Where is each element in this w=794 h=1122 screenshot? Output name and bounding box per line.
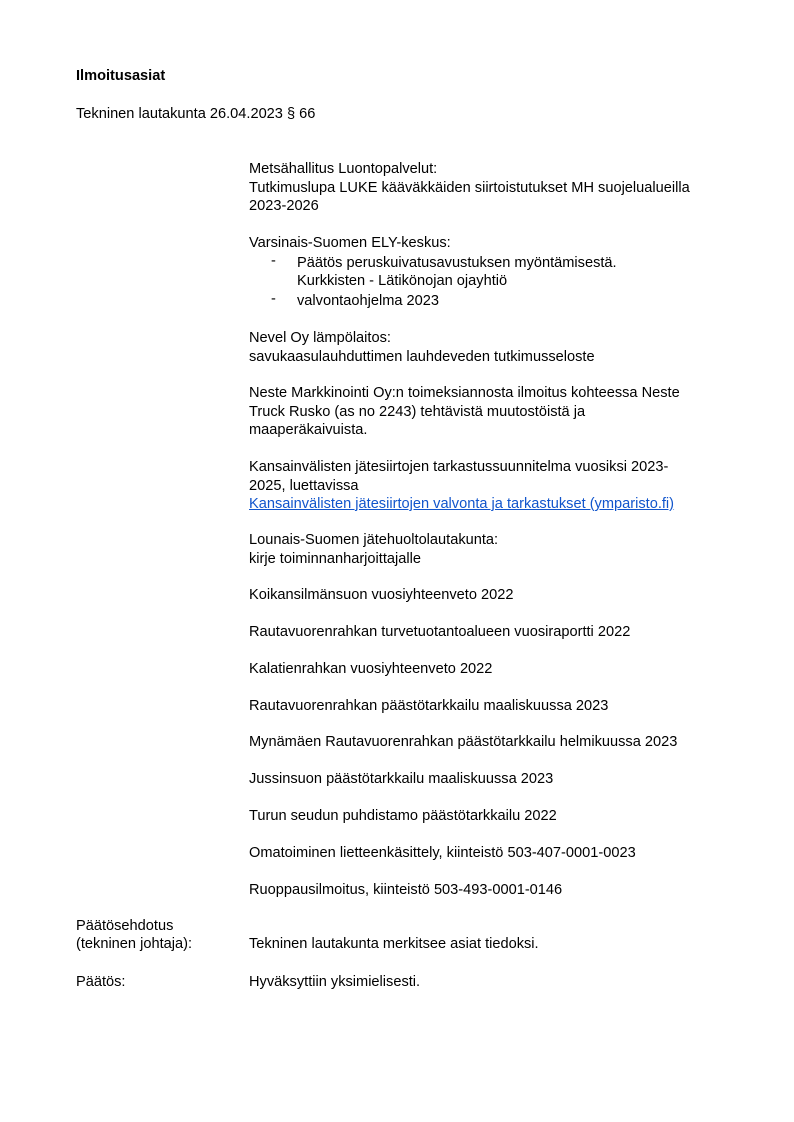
list-item: Omatoiminen lietteenkäsittely, kiinteistö 503-407-0001-0023	[249, 845, 636, 861]
item-metsahallitus	[249, 160, 739, 216]
list-item: Koikansilmänsuon vuosiyhteenveto 2022	[249, 587, 514, 603]
item-line: 2023-2026	[249, 198, 319, 214]
item-line: Truck Rusko (as no 2243) tehtävistä muutostöistä ja	[249, 403, 586, 420]
list-item: Turun seudun puhdistamo päästötarkkailu 2022	[249, 808, 557, 824]
decision-label: Päätös:	[76, 974, 126, 990]
proposal-label: Päätösehdotus	[76, 918, 174, 934]
list-item: Ruoppausilmoitus, kiinteistö 503-493-0001-0146	[249, 882, 563, 898]
bullet-dash: -	[271, 291, 276, 307]
jatesiirrot-link[interactable]: Kansainvälisten jätesiirtojen valvonta ja tarkastukset (ymparisto.fi)	[249, 496, 675, 512]
item-line: Kansainvälisten jätesiirtojen tarkastussuunnitelma vuosiksi 2023-	[249, 459, 669, 475]
list-item: Jussinsuon päästötarkkailu maaliskuussa 2023	[249, 771, 554, 787]
item-ely-heading: Varsinais-Suomen ELY-keskus:	[249, 235, 451, 251]
list-item: Mynämäen Rautavuorenrahkan päästötarkkailu helmikuussa 2023	[249, 734, 678, 750]
list-item: Kalatienrahkan vuosiyhteenveto 2022	[249, 661, 493, 677]
item-line: Metsähallitus Luontopalvelut:	[249, 161, 438, 177]
item-nevel	[249, 329, 739, 366]
item-line: Tutkimuslupa LUKE kääväkkäiden siirtoistutukset MH suojelualueilla	[249, 179, 690, 196]
item-neste	[249, 384, 739, 440]
proposal-label-sub: (tekninen johtaja):	[76, 936, 193, 952]
ely-bullet-1-line-2: Kurkkisten - Lätikönojan ojayhtiö	[297, 273, 508, 289]
item-line: maaperäkaivuista.	[249, 422, 368, 438]
item-line: savukaasulauhduttimen lauhdeveden tutkimusseloste	[249, 348, 595, 365]
decision-text: Hyväksyttiin yksimielisesti.	[249, 974, 421, 990]
item-line: kirje toiminnanharjoittajalle	[249, 550, 421, 567]
list-item: Rautavuorenrahkan turvetuotantoalueen vuosiraportti 2022	[249, 624, 631, 640]
item-line: Lounais-Suomen jätehuoltolautakunta:	[249, 532, 499, 548]
item-line: Neste Markkinointi Oy:n toimeksiannosta ilmoitus kohteessa Neste	[249, 385, 680, 401]
item-line: Nevel Oy lämpölaitos:	[249, 330, 391, 346]
meeting-reference: Tekninen lautakunta 26.04.2023 § 66	[76, 106, 316, 122]
item-lounais	[249, 531, 739, 568]
bullet-dash: -	[271, 253, 276, 269]
ely-bullet-1-line-1: Päätös peruskuivatusavustuksen myöntämisestä.	[297, 255, 617, 271]
item-line: 2025, luettavissa	[249, 477, 359, 494]
list-item: Rautavuorenrahkan päästötarkkailu maaliskuussa 2023	[249, 698, 609, 714]
proposal-text: Tekninen lautakunta merkitsee asiat tiedoksi.	[249, 936, 539, 952]
ely-bullet-2-line-1: valvontaohjelma 2023	[297, 293, 439, 309]
document-title: Ilmoitusasiat	[76, 68, 166, 84]
item-jatesiirrot	[249, 458, 739, 514]
